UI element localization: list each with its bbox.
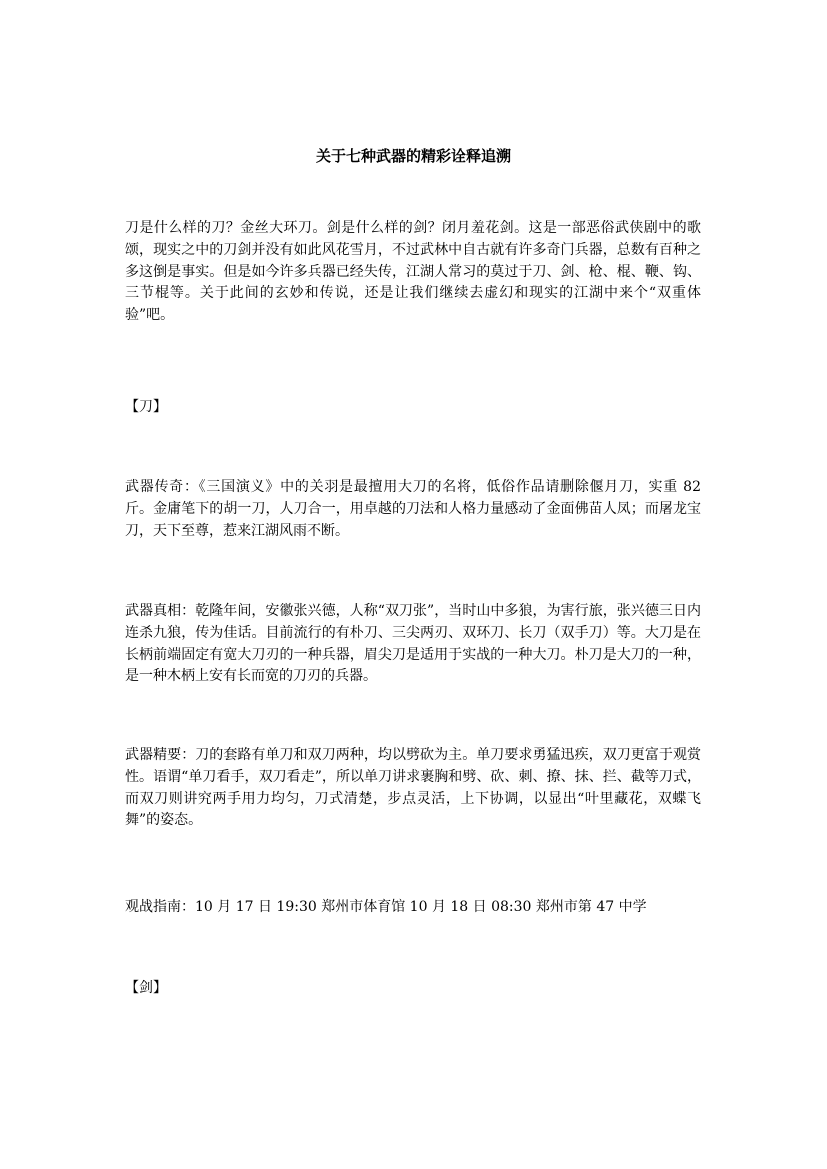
essence-paragraph: 武器精要：刀的套路有单刀和双刀两种，均以劈砍为主。单刀要求勇猛迅疾，双刀更富于观赏性。语谓“单刀看手，双刀看走”，所以单刀讲求裹胸和劈、砍、刺、撩、抹、拦、截等刀式，而双刀则讲究两手用力均匀，刀式清楚，步点灵活，上下协调，以显出“叶里藏花，双蝶飞舞”的姿态。: [125, 747, 701, 829]
document-title: 关于七种武器的精彩诠释追溯: [315, 147, 511, 165]
section-heading-sword: 【剑】: [125, 980, 167, 996]
intro-paragraph: 刀是什么样的刀？金丝大环刀。剑是什么样的剑？闭月羞花剑。这是一部恶俗武侠剧中的歌颂，现实之中的刀剑并没有如此风花雪月，不过武林中自古就有许多奇门兵器，总数有百种之多这倒是事实。但是如今许多兵器已经失传，江湖人常习的莫过于刀、剑、枪、棍、鞭、钩、三节棍等。关于此间的玄妙和传说，还是让我们继续去虚幻和现实的江湖中来个“双重体验”吧。: [125, 220, 701, 324]
legend-paragraph: 武器传奇：《三国演义》中的关羽是最擅用大刀的名将，低俗作品请删除偃月刀，实重 82 斤。金庸笔下的胡一刀，人刀合一，用卓越的刀法和人格力量感动了金面佛苗人凤；而屠龙宝刀，天下至尊，惹来江湖风雨不断。: [125, 479, 701, 539]
guide-paragraph: 观战指南：10 月 17 日 19:30 郑州市体育馆 10 月 18 日 08:30 郑州市第 47 中学: [125, 899, 647, 915]
truth-paragraph: 武器真相：乾隆年间，安徽张兴德，人称“双刀张”，当时山中多狼，为害行旅，张兴德三日内连杀九狼，传为佳话。目前流行的有朴刀、三尖两刃、双环刀、长刀（双手刀）等。大刀是在长柄前端固定有宽大刀刃的一种兵器，眉尖刀是适用于实战的一种大刀。朴刀是大刀的一种，是一种木柄上安有长而宽的刀刃的兵器。: [125, 603, 701, 685]
section-heading-blade: 【刀】: [125, 399, 167, 415]
